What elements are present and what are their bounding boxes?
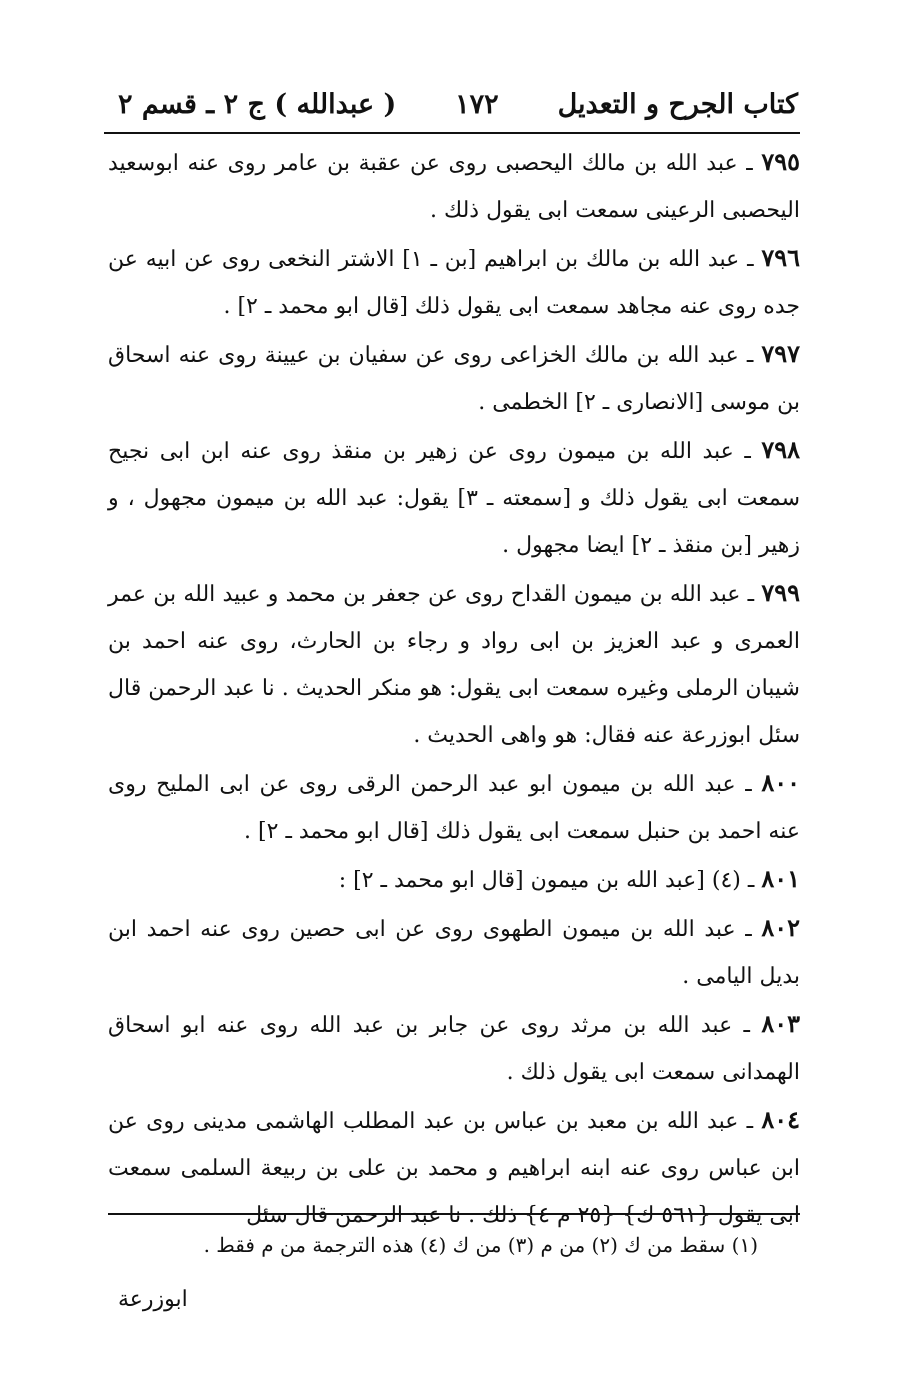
entry-801: ٨٠١ ـ (٤) [عبد الله بن ميمون [قال ابو محمد ـ ٢] : xyxy=(338,864,800,893)
entry-text: عبد الله بن مرثد روى عن جابر بن عبد الله روى عنه ابو اسحاق الهمدانى سمعت ابى يقول ذلك . xyxy=(108,1013,800,1085)
entry-number: ٨٠٤ xyxy=(761,1105,800,1134)
entry-number: ٧٩٨ xyxy=(761,435,800,464)
entries-body xyxy=(108,138,800,1239)
entry-804: ٨٠٤ ـ عبد الله بن معبد بن عباس بن عبد المطلب الهاشمى مدينى روى عن ابن عباس روى عنه ابنه ابراهيم و محمد بن على بن ربيعة السلمى سمعت ابى يقول {٥٦١ ك} {٢٥ م ٤} ذلك . نا عبد الرحمن قال سئل xyxy=(108,1105,800,1228)
entry-text: عبد الله بن ميمون القداح روى عن جعفر بن محمد و عبيد الله بن عمر العمرى و عبد العزيز بن ابى رواد و رجاء بن الحارث، روى عنه احمد بن شيبان الرملى وغيره سمعت ابى يقول: هو منكر الحديث . نا عبد الرحمن قال سئل ابوزرعة عنه فقال: هو واهى الحديث . xyxy=(108,582,800,748)
header-rule xyxy=(104,132,800,134)
entry-number: ٧٩٦ xyxy=(761,243,801,272)
volume-section: ( عبدالله ) ج ٢ ـ قسم ٢ xyxy=(118,88,397,120)
entry-795: ٧٩٥ ـ عبد الله بن مالك اليحصبى روى عن عقبة بن عامر روى عنه ابوسعيد اليحصبى الرعينى سمعت ابى يقول ذلك . xyxy=(108,147,801,223)
entry-796: ٧٩٦ ـ عبد الله بن مالك بن ابراهيم [بن ـ ١] الاشتر النخعى روى عن ابيه عن جده روى عنه مجاهد سمعت ابى يقول ذلك [قال ابو محمد ـ ٢] . xyxy=(108,243,801,319)
entry-number: ٨٠٣ xyxy=(761,1009,800,1038)
entry-803: ٨٠٣ ـ عبد الله بن مرثد روى عن جابر بن عبد الله روى عنه ابو اسحاق الهمدانى سمعت ابى يقول ذلك . xyxy=(108,1009,800,1085)
page-number: ١٧٢ xyxy=(455,88,499,120)
entry-number: ٨٠٢ xyxy=(761,913,800,942)
catchword: ابوزرعة xyxy=(118,1287,188,1312)
entry-number: ٧٩٩ xyxy=(761,578,800,607)
entry-number: ٨٠٠ xyxy=(761,768,800,797)
entry-text: عبد الله بن معبد بن عباس بن عبد المطلب الهاشمى مدينى روى عن ابن عباس روى عنه ابنه ابراهيم و محمد بن على بن ربيعة السلمى سمعت ابى يقول {٥٦١ ك} {٢٥ م ٤} ذلك . نا عبد الرحمن قال سئل xyxy=(108,1109,800,1228)
running-header xyxy=(118,78,798,130)
footnotes: (١) سقط من ك (٢) من م (٣) من ك (٤) هذه الترجمة من م فقط . xyxy=(203,1233,758,1257)
entry-text: عبد الله بن مالك اليحصبى روى عن عقبة بن عامر روى عنه ابوسعيد اليحصبى الرعينى سمعت ابى يقول ذلك . xyxy=(108,151,800,223)
entry-text: (٤) [عبد الله بن ميمون [قال ابو محمد ـ ٢] : xyxy=(338,868,741,893)
entry-800: ٨٠٠ ـ عبد الله بن ميمون ابو عبد الرحمن الرقى روى عن ابى المليح روى عنه احمد بن حنبل سمعت ابى يقول ذلك [قال ابو محمد ـ ٢] . xyxy=(108,768,800,844)
entry-number: ٧٩٥ xyxy=(761,147,801,176)
entry-text: عبد الله بن ميمون ابو عبد الرحمن الرقى روى عن ابى المليح روى عنه احمد بن حنبل سمعت ابى يقول ذلك [قال ابو محمد ـ ٢] . xyxy=(108,772,800,844)
entry-number: ٨٠١ xyxy=(761,864,800,893)
entry-802: ٨٠٢ ـ عبد الله بن ميمون الطهوى روى عن ابى حصين روى عنه احمد ابن بديل اليامى . xyxy=(108,913,800,989)
entry-text: عبد الله بن ميمون الطهوى روى عن ابى حصين روى عنه احمد ابن بديل اليامى . xyxy=(108,917,800,989)
entry-799: ٧٩٩ ـ عبد الله بن ميمون القداح روى عن جعفر بن محمد و عبيد الله بن عمر العمرى و عبد العزيز بن ابى رواد و رجاء بن الحارث، روى عنه احمد بن شيبان الرملى وغيره سمعت ابى يقول: هو منكر الحديث . نا عبد الرحمن قال سئل ابوزرعة عنه فقال: هو واهى الحديث . xyxy=(108,578,800,748)
entry-number: ٧٩٧ xyxy=(761,339,800,368)
entry-text: عبد الله بن ميمون روى عن زهير بن منقذ روى عنه ابن ابى نجيح سمعت ابى يقول ذلك و [سمعته ـ ٣] يقول: عبد الله بن ميمون مجهول ، و زهير [بن منقذ ـ ٢] ايضا مجهول . xyxy=(108,439,800,558)
entry-797: ٧٩٧ ـ عبد الله بن مالك الخزاعى روى عن سفيان بن عيينة روى عنه اسحاق بن موسى [الانصارى ـ ٢] الخطمى . xyxy=(108,339,800,415)
entry-text: عبد الله بن مالك بن ابراهيم [بن ـ ١] الاشتر النخعى روى عن ابيه عن جده روى عنه مجاهد سمعت ابى يقول ذلك [قال ابو محمد ـ ٢] . xyxy=(108,247,800,319)
footnote-rule xyxy=(108,1213,800,1215)
entry-text: عبد الله بن مالك الخزاعى روى عن سفيان بن عيينة روى عنه اسحاق بن موسى [الانصارى ـ ٢] الخطمى . xyxy=(108,343,800,415)
entry-798: ٧٩٨ ـ عبد الله بن ميمون روى عن زهير بن منقذ روى عنه ابن ابى نجيح سمعت ابى يقول ذلك و [سمعته ـ ٣] يقول: عبد الله بن ميمون مجهول ، و زهير [بن منقذ ـ ٢] ايضا مجهول . xyxy=(108,435,800,558)
book-title: كتاب الجرح و التعديل xyxy=(557,88,798,120)
